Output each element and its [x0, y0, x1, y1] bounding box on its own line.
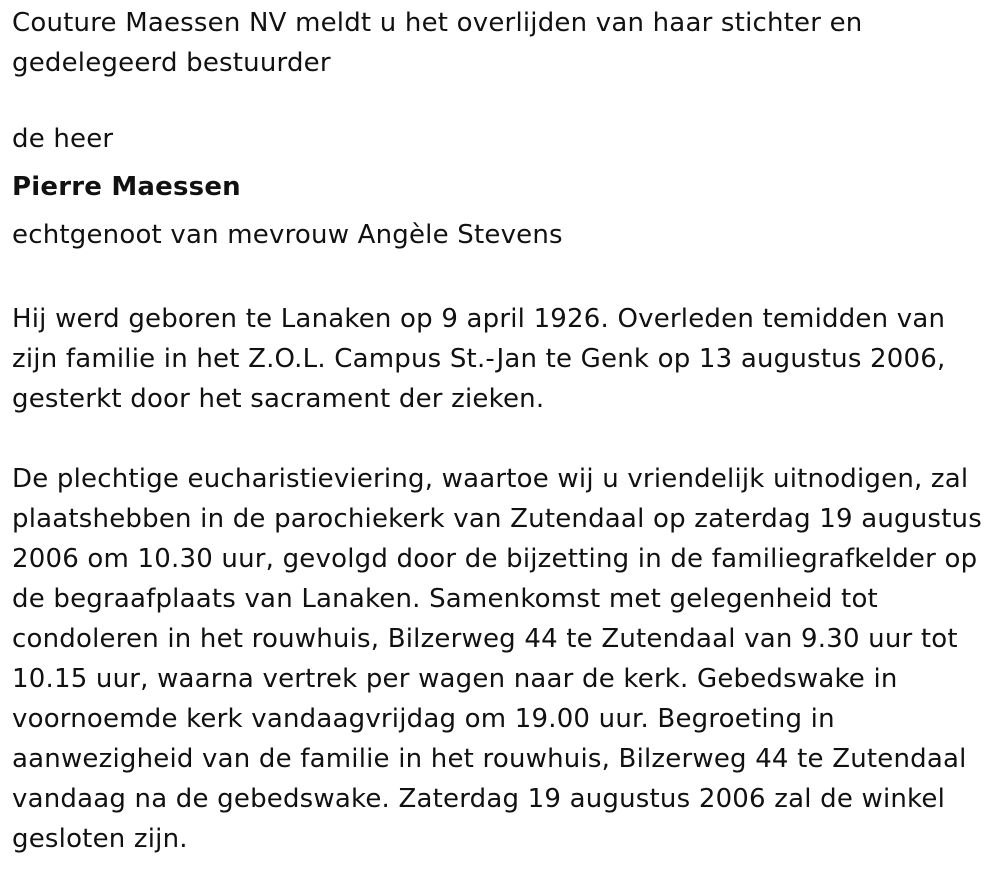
intro-paragraph: Couture Maessen NV meldt u het overlijden van haar stichter en gedelegeerd bestuurder: [12, 8, 863, 78]
obituary-notice: [12, 3, 992, 859]
spouse-line: echtgenoot van mevrouw Angèle Stevens: [12, 220, 563, 250]
salutation: de heer: [12, 124, 114, 154]
birth-death-paragraph: Hij werd geboren te Lanaken op 9 april 1926. Overleden temidden van zijn familie in het Z.O.L. Campus St.-Jan te Genk op 13 augustus 2006, gesterkt door het sacrament der zieken.: [12, 304, 946, 414]
ceremony-paragraph: De plechtige eucharistieviering, waartoe wij u vriendelijk uitnodigen, zal plaatshebben in de parochiekerk van Zutendaal op zaterdag 19 augustus 2006 om 10.30 uur, gevolgd door de bijzetting in de familiegrafkelder op de begraafplaats van Lanaken. Samenkomst met gelegenheid tot condoleren in het rouwhuis, Bilzerweg 44 te Zutendaal van 9.30 uur tot 10.15 uur, waarna vertrek per wagen naar de kerk. Gebedswake in voornoemde kerk vandaagvrijdag om 19.00 uur. Begroeting in aanwezigheid van de familie in het rouwhuis, Bilzerweg 44 te Zutendaal vandaag na de gebedswake. Zaterdag 19 augustus 2006 zal de winkel gesloten zijn.: [12, 464, 982, 854]
deceased-name: Pierre Maessen: [12, 172, 241, 202]
